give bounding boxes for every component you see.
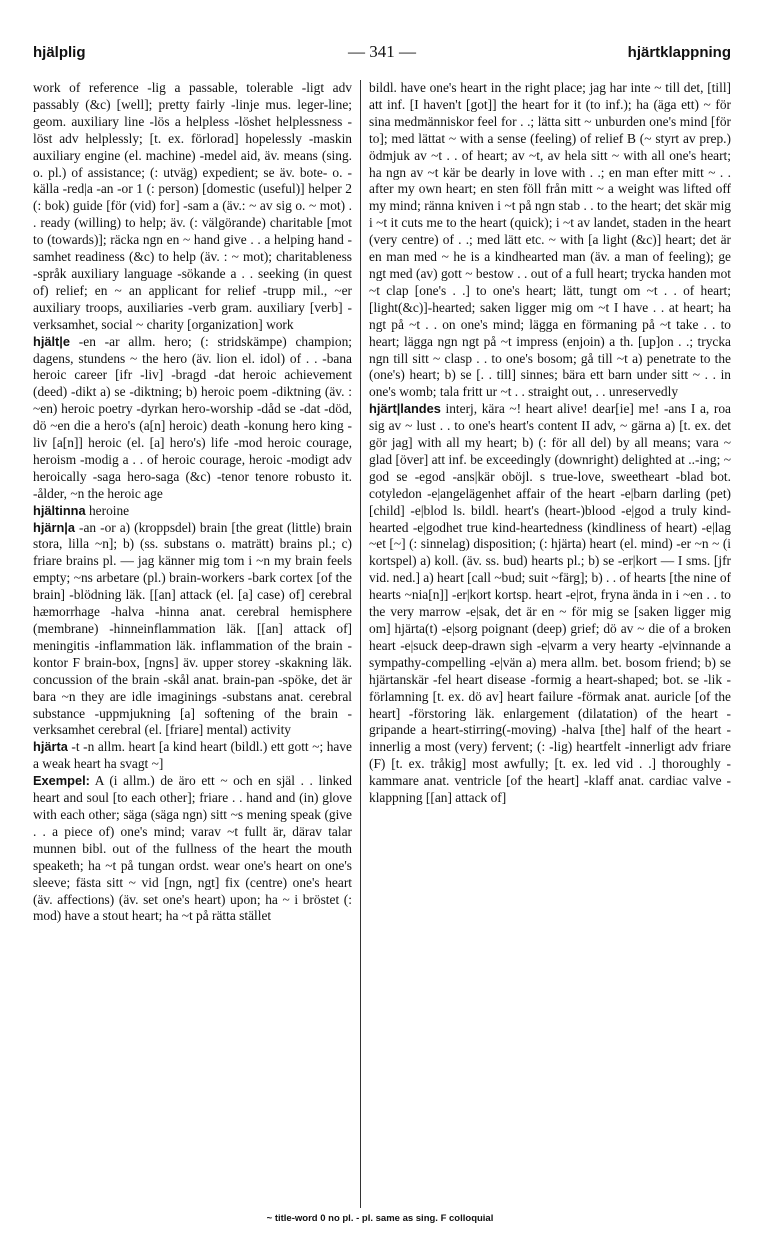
dictionary-entry [33,503,352,520]
right-column [369,80,731,807]
dictionary-entry [33,773,352,925]
dictionary-entry [369,80,731,401]
entry-headword: hjärta [33,739,68,755]
entry-text: -an -or a) (kroppsdel) brain [the great (little) brain stora, lilla ~n]; b) (ss. substans o. maträtt) brains pl.; c) friare brains pl. — jag känner mig tom i ~n my brain feels empty; ~ns arbetare (pl.) brain-workers -bark cortex [of the brain] -blödning läk. [[an] attack (el. [a] case) of] cerebral hæmorrhage -halva -hinna anat. cerebral hemisphere (membrane) -hinneinflammation läk. [[an] attack of] meningitis -inflammation läk. inflammation of the brain -kontor F brain-box, [ngns] äv. upper storey -skakning läk. concussion of the brain -skål anat. brain-pan -spöke, det är bara ~n they are idle imaginings -substans anat. cerebral substance -uppmjukning [a] softening of the brain -verksamhet cerebral (el. [friare] mental) activity [33,519,352,738]
dictionary-entry [369,401,731,807]
entry-text: -en -ar allm. hero; (: stridskämpe) champion; dagens, stundens ~ the hero (äv. lion el. idol) of . . -bana heroic career [ifr -liv] -bragd -dat heroic achievement (deed) -dikt a) se -diktning; b) heroic poem -diktning (äv. : ~en) heroic poetry -dyrkan hero-worship -dåd se -dat -död, dö ~en die a hero's (a[n] heroic) death -konung hero king -liv [a[n]] heroic (el. [a] hero's) life -mod heroic courage, heroism -modig a . . of heroic courage, heroic -modigt adv heroically -saga hero-saga (&c) -tenor tenore robusto it. -ålder, ~n the heroic age [33,333,352,501]
page-header [33,44,731,68]
dictionary-entry [33,334,352,503]
entry-text: interj, kära ~! heart alive! dear[ie] me! -ans I a, roa sig av ~ lust . . to one's heart's content II adv, ~ gärna a) [t. ex. det gör jag] with all my heart; b) (: för all del) by all means; vara ~ glad [över] att inf. be exceedingly (downright) delighted at ..-ing; ~ god se -egod -ans|kär oböjl. s true-love, sweetheart -blad bot. cotyledon -e|angelägenhet affair of the heart -e|barn darling (pet) [child] -e|blod ls. bildl. heart's (heart-)blood -e|god a truly kind-hearted -e|godhet true kind-heartedness (kindliness of heart) -e|lag ~et [~] (: sinnelag) disposition; (: hjärta) heart (el. mind) -er ~n ~ (i kortspel) a) koll. (äv. ss. bud) hearts pl.; b) se -er|kort — I sms. [jfr vid. ned.] a) heart [call ~bud; suit ~färg]; b) . . of hearts [the nine of hearts ~nia[n]] -er|kort kortsp. heart -e|rot, fryna ända in i ~en . . to the very marrow -e|sak, det är en ~ för mig se [saken ligger mig om] hjärta(t) -e|sorg poignant (deep) grief; dö av ~ die of a broken heart -e|suck deep-drawn sigh -e|varm a very hearty -e|vinnande a sympathy-compelling -e|vän a) mera allm. bet. bosom friend; b) se hjärtanskär -fel heart disease -formig a heart-shaped; bot. se -lik -förlamning [t. ex. dö av] heart failure -förmak anat. auricle [of the heart] -förstoring läk. enlargement (dilatation) of the heart -gripande a heart-stirring(-moving) -halva [the] half of the heart -innerlig a most (very) fervent; (: -lig) heartfelt -innerligt adv friare (F) [t. ex. tråkig] most awfully; [t. ex. led vid . .] thoroughly -kammare anat. ventricle [of the heart] -klaff anat. cardiac valve -klappning [[an] attack of] [369,401,731,806]
entry-text: A (i allm.) de äro ett ~ och en själ . . linked heart and soul [to each other]; friare . . hand and (in) glove with each other; säga (säga ngn) sitt ~s mening speak (give . . a piece of) one's mind; varav ~t fullt är, därav talar munnen bibl. out of the fullness of the heart the mouth speaketh; ha ~t på tungan ordst. wear one's heart on one's sleeve; fästa sitt ~ vid [ngn, ngt] fix (centre) one's heart (äv. affections) (äv. set one's heart) upon; ha ~ i bröstet (: mod) have a stout heart; ha ~t på rätta stället [33,773,352,924]
entry-headword: hjältinna [33,502,86,518]
entry-text: work of reference -lig a passable, tolerable -ligt adv passably (&c) [well]; pretty fairly -linje mus. leger-line; geom. auxiliary line -lös a helpless -löshet helplessness -löst adv helplessly; [t. ex. förlorad] hopelessly -maskin auxiliary engine (el. machine) -medel aid, äv. means (sing. o. pl.) of assistance; (: utväg) expedient; se äv. bote- o. -källa -red|a -an -or 1 (: person) [domestic (useful)] helper 2 (: bok) guide [för (vid) for] -sam a (äv.: ~ av sig o. ~ mot) . . ready (willing) to help; äv. (: välgörande) charitable [mot to (towards)]; räcka ngn en ~ hand give . . a helping hand -samhet readiness (&c) to help (äv. : ~ mot); charitableness -språk auxiliary language -sökande a . . seeking (in quest of) relief; en ~ an applicant for relief -trupp mil., ~er auxiliary troops, auxiliaries -verb gram. auxiliary [verb] -verksamhet, social ~ charity [organization] work [33,80,352,332]
entry-headword: hjärt|landes [369,401,441,417]
left-running-headword: hjälplig [33,44,86,61]
page-number: — 341 — [348,42,416,61]
entry-headword: hjärn|a [33,519,75,535]
entry-text: heroine [85,502,130,518]
right-running-headword: hjärtklappning [627,44,731,61]
entry-headword: hjält|e [33,333,71,349]
entry-text: bildl. have one's heart in the right place; jag har inte ~ till det, [till] att inf. [I haven't [got]] the heart for it (to inf.); ha (äga ett) ~ för sina medmänniskor feel for . .; lätta sitt ~ unburden one's mind [för to]; med lättat ~ with a sense (feeling) of relief B (~ styrt av prep.) ödmjuk av ~t . . of heart; av ~t, av hela sitt ~ with all one's heart; ha ngn av ~t kär be dearly in love with . .; en man efter mitt ~ . . after my own heart; en sten föll från mitt ~ a weight was lifted off my mind; ränna kniven i ~t på ngn stab . . to the heart; det skär mig i ~t it cuts me to the heart (quick); i ~t av landet, staden in the heart (very centre) of . .; med lätt etc. ~ with [a light (&c)] heart; det är en man med ~ he is a kindhearted man (äv. a man of feeling); ge ngt med (av) gott ~ bestow . . out of a full heart; trycka handen mot ~t clap [one's . .] to one's heart; lätt, tungt om ~t . . of heart; [light(&c)]-hearted; saken ligger mig om ~t I have . . at heart; ha ngt på ~t . . on one's mind; lägga en förmaning på ~t take . . to heart; lägga ngn ngt på ~t impress (enjoin) a th. [up]on . .; trycka ngn till sitt ~ clasp . . to one's bosom; gå till ~t a) penetrate to the (one's) heart; b) se [. . till] sinnes; bära ett barn under sitt ~ . . in one's womb; tala fritt ur ~t . . straight out, . . unreservedly [369,80,731,400]
column-divider [360,80,361,1208]
left-column [33,80,352,925]
footer-legend: ~ title-word 0 no pl. - pl. same as sing. F colloquial [266,1213,494,1224]
dictionary-entry [33,739,352,773]
dictionary-entry [33,80,352,334]
entry-headword: Exempel: [33,773,90,789]
entry-text: -t -n allm. heart [a kind heart (bildl.) ett gott ~; have a weak heart ha svagt ~] [33,739,352,772]
dictionary-entry [33,520,352,740]
